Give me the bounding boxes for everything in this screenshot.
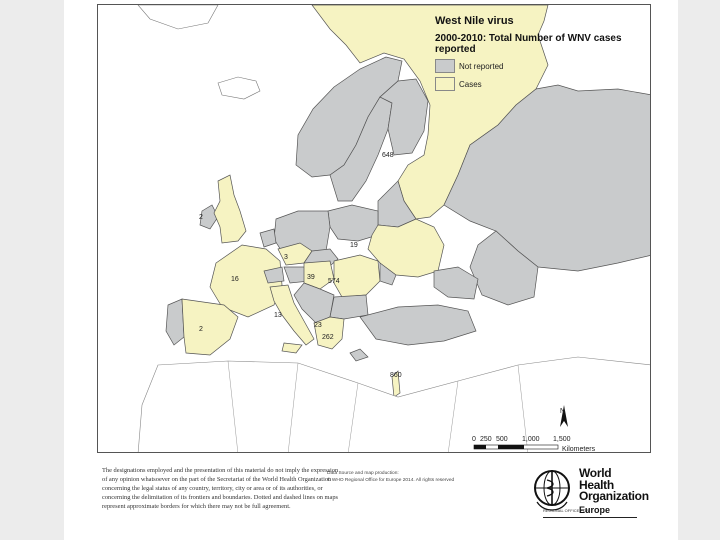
- legend-swatch-cases: [435, 77, 455, 91]
- scale-tick-250: 250: [480, 436, 492, 443]
- map-legend: [435, 15, 651, 91]
- label-hungary: 39: [307, 274, 315, 281]
- who-regional-office: REGIONAL OFFICE FOR: [543, 508, 589, 513]
- left-margin: [0, 0, 64, 540]
- label-romania: 574: [328, 278, 340, 285]
- iceland-outline: [218, 77, 260, 99]
- scale-tick-1500: 1,500: [553, 436, 571, 443]
- who-region: Europe: [579, 505, 611, 515]
- scale-tick-500: 500: [496, 436, 508, 443]
- portugal-shape: [166, 299, 184, 345]
- uk-shape: [214, 175, 246, 243]
- scale-tick-1000: 1,000: [522, 436, 540, 443]
- source-line-2: © WHO Regional Office for Europe 2014. All rights reserved: [327, 478, 455, 483]
- cyprus-shape: [350, 349, 368, 361]
- data-source: [327, 470, 497, 484]
- label-czech: 3: [284, 254, 288, 261]
- right-margin: [678, 0, 720, 540]
- who-logo: [529, 462, 649, 524]
- turkey-shape: [360, 305, 476, 345]
- sicily-shape: [282, 343, 302, 353]
- source-line-1: Data Source and map production:: [327, 471, 399, 476]
- disclaimer-text: The designations employed and the presentation of this material do not imply the expression of any opinion whatsoever on the part of the Secretariat of the World Health Organization concerning the legal status of any country, territory, city or area or of its authorities, or concerning the delimitation of its frontiers and boundaries. Dotted and dashed lines on maps represent approximate borders for which there may not be full agreement.: [102, 467, 339, 510]
- romania-shape: [334, 255, 380, 297]
- label-uk: 2: [199, 214, 203, 221]
- caucasus-shape: [434, 267, 478, 299]
- scale-tick-0: 0: [472, 436, 476, 443]
- legend-swatch-not-reported: [435, 59, 455, 73]
- who-name-line2: Organization: [579, 489, 649, 503]
- north-label: N: [560, 408, 566, 415]
- label-bulgaria: 23: [314, 322, 322, 329]
- label-russia: 648: [382, 152, 394, 159]
- label-israel: 860: [390, 372, 402, 379]
- scale-unit: Kilometers: [562, 446, 596, 453]
- poland-shape: [328, 205, 378, 241]
- who-emblem-icon: [529, 466, 575, 512]
- label-france: 16: [231, 276, 239, 283]
- ukraine-shape: [368, 219, 444, 277]
- who-name-line1: World Health: [579, 466, 614, 492]
- map-frame: [97, 4, 651, 453]
- legend-title: West Nile virus: [435, 15, 514, 27]
- legend-subtitle: 2000-2010: Total Number of WNV cases reported: [435, 33, 622, 55]
- label-spain: 2: [199, 326, 203, 333]
- label-ukraine: 19: [350, 242, 358, 249]
- benelux-shape: [260, 229, 276, 247]
- legend-label-cases: Cases: [459, 79, 482, 89]
- label-italy: 13: [274, 312, 282, 319]
- label-greece: 262: [322, 334, 334, 341]
- bulgaria-shape: [330, 295, 368, 319]
- who-rule: [543, 517, 637, 518]
- greenland-outline: [138, 5, 218, 29]
- legend-item-not-reported: [435, 59, 651, 73]
- who-name: [579, 468, 649, 503]
- legend-item-cases: [435, 77, 651, 91]
- legend-label-not-reported: Not reported: [459, 61, 504, 71]
